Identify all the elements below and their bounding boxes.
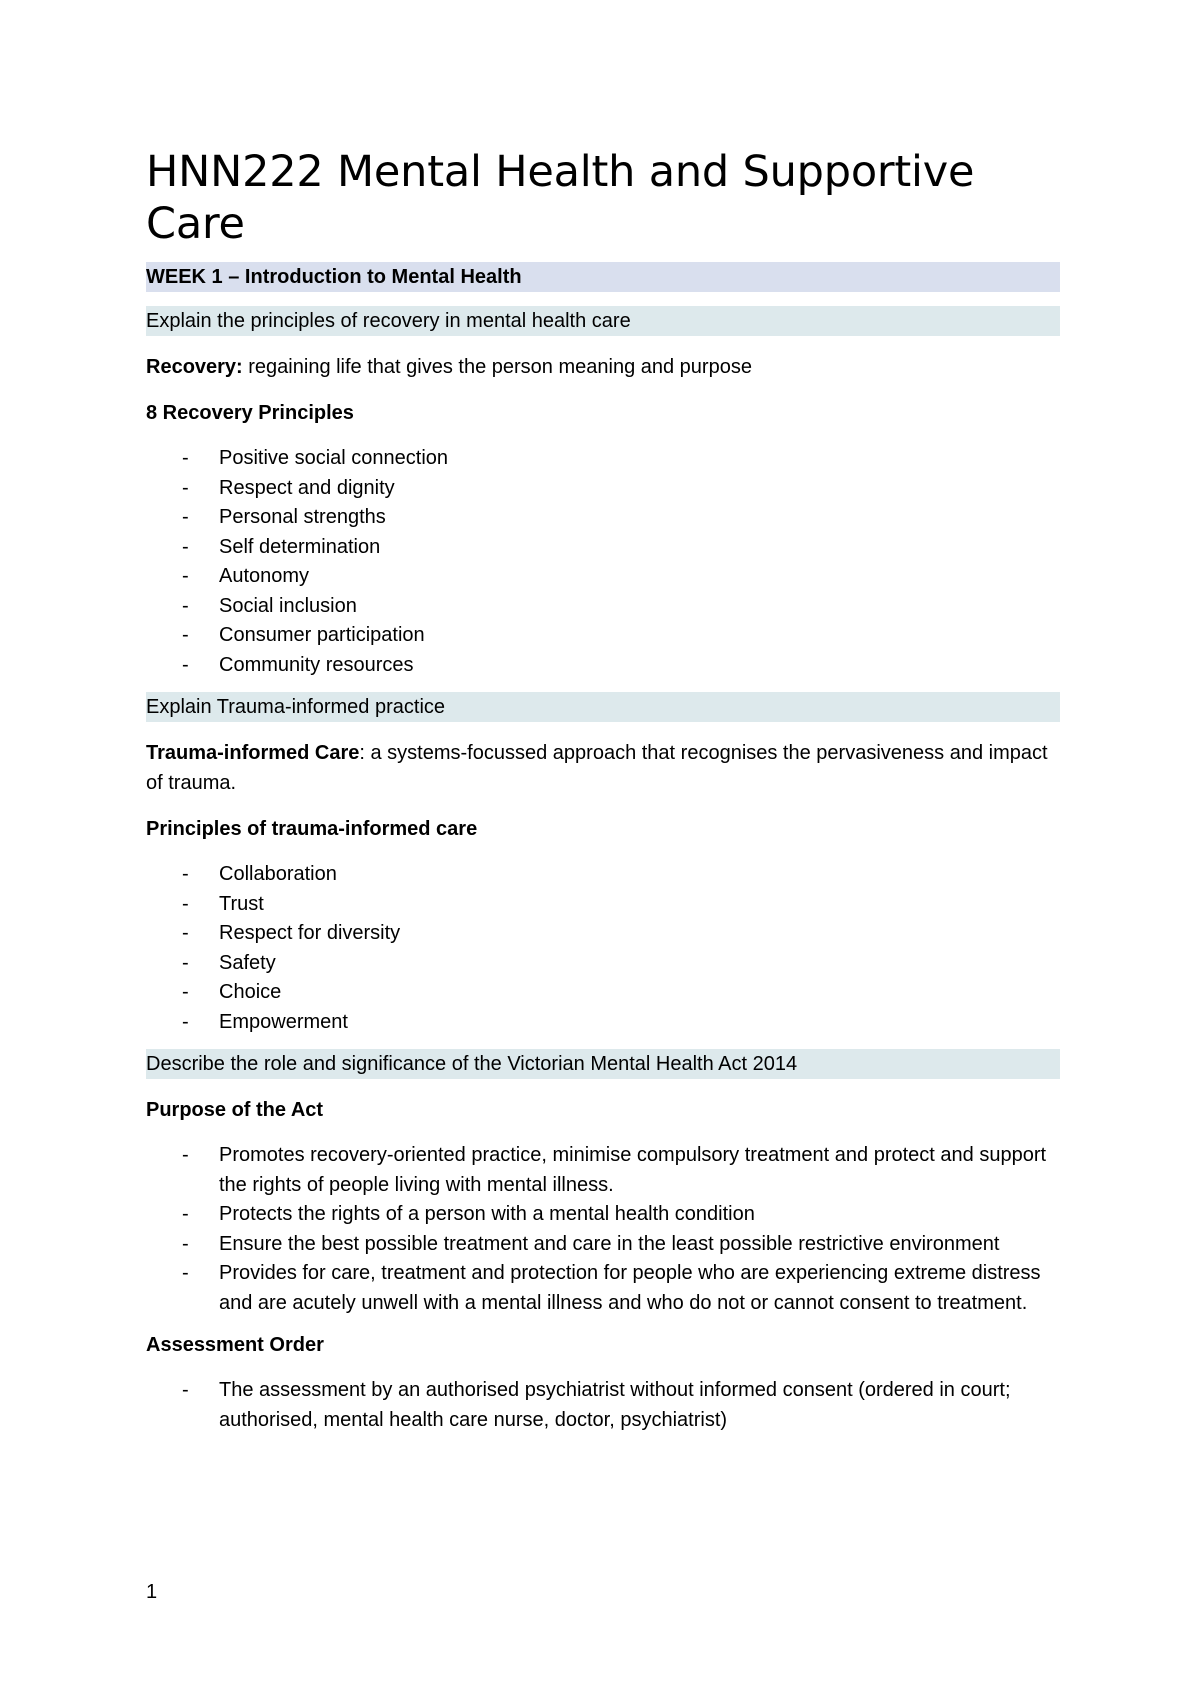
list-item: - Safety xyxy=(146,949,1060,979)
list-item: - Protects the rights of a person with a mental health condition xyxy=(146,1200,1060,1230)
recovery-list-heading: 8 Recovery Principles xyxy=(146,402,354,424)
list-item: - Respect for diversity xyxy=(146,919,1060,949)
list-item: - Collaboration xyxy=(146,860,1060,890)
trauma-list-heading: Principles of trauma-informed care xyxy=(146,818,478,840)
week-heading-band xyxy=(146,262,1060,292)
trauma-principles-list xyxy=(146,860,1060,1037)
list-item: - Choice xyxy=(146,978,1060,1008)
trauma-definition-text: : a systems-focussed approach that recognises the pervasiveness and impact of trauma. xyxy=(146,742,1048,794)
list-item: - Autonomy xyxy=(146,562,1060,592)
week-heading: WEEK 1 – Introduction to Mental Health xyxy=(146,266,522,288)
list-item: - Personal strengths xyxy=(146,503,1060,533)
list-item: - Self determination xyxy=(146,533,1060,563)
list-item: - Respect and dignity xyxy=(146,474,1060,504)
list-item: - Trust xyxy=(146,890,1060,920)
act-purpose-heading: Purpose of the Act xyxy=(146,1099,324,1121)
document-title: HNN222 Mental Health and Supportive Care xyxy=(146,147,975,249)
list-item: - The assessment by an authorised psychiatrist without informed consent (ordered in court; authorised, mental health care nurse, doctor, psychiatrist) xyxy=(146,1376,1060,1435)
list-item: - Promotes recovery-oriented practice, minimise compulsory treatment and protect and support the rights of people living with mental illness. xyxy=(146,1141,1060,1200)
list-item: - Ensure the best possible treatment and care in the least possible restrictive environment xyxy=(146,1230,1060,1260)
list-item: - Community resources xyxy=(146,651,1060,681)
recovery-definition xyxy=(146,352,1060,382)
recovery-term: Recovery: xyxy=(146,356,243,378)
list-item: - Consumer participation xyxy=(146,621,1060,651)
objective-mental-health-act: Describe the role and significance of the Victorian Mental Health Act 2014 xyxy=(146,1049,1060,1079)
recovery-principles-list xyxy=(146,444,1060,680)
list-item: - Positive social connection xyxy=(146,444,1060,474)
list-item: - Social inclusion xyxy=(146,592,1060,622)
list-item: - Provides for care, treatment and protection for people who are experiencing extreme distress and are acutely unwell with a mental illness and who do not or cannot consent to treatment. xyxy=(146,1259,1060,1318)
assessment-order-heading: Assessment Order xyxy=(146,1334,324,1356)
recovery-definition-text: regaining life that gives the person meaning and purpose xyxy=(242,356,752,378)
page-number: 1 xyxy=(146,1581,158,1603)
objective-recovery: Explain the principles of recovery in mental health care xyxy=(146,306,1060,336)
trauma-definition xyxy=(146,738,1060,798)
list-item: - Empowerment xyxy=(146,1008,1060,1038)
assessment-order-list xyxy=(146,1376,1060,1435)
page-content xyxy=(146,146,1060,1447)
act-purpose-list xyxy=(146,1141,1060,1318)
trauma-term: Trauma-informed Care xyxy=(146,742,360,764)
objective-trauma: Explain Trauma-informed practice xyxy=(146,692,1060,722)
